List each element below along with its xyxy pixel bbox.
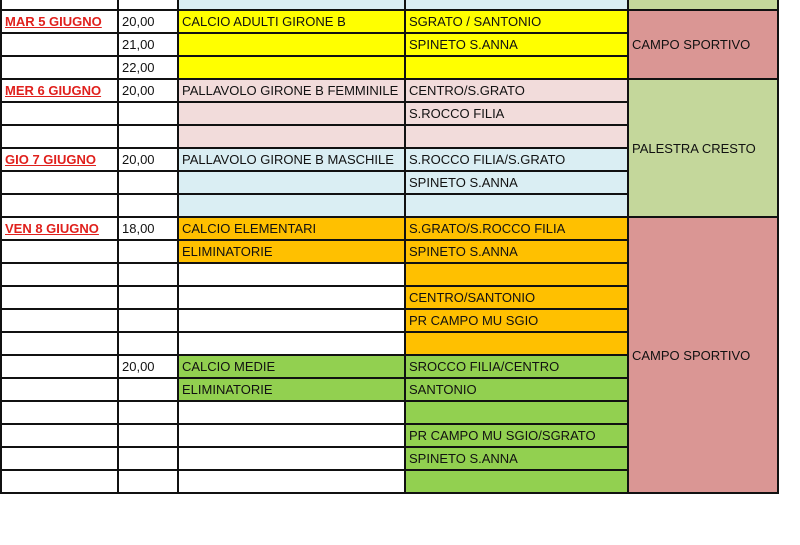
event-cell[interactable]: [178, 102, 405, 125]
time-cell[interactable]: 22,00: [118, 56, 178, 79]
teams-cell[interactable]: SPINETO S.ANNA: [405, 33, 628, 56]
event-cell[interactable]: [178, 470, 405, 493]
event-cell[interactable]: [178, 56, 405, 79]
event-cell[interactable]: CALCIO ADULTI GIRONE B: [178, 10, 405, 33]
date-cell[interactable]: [1, 355, 118, 378]
date-cell[interactable]: [1, 240, 118, 263]
time-cell[interactable]: [118, 286, 178, 309]
teams-cell[interactable]: [405, 263, 628, 286]
event-cell[interactable]: [178, 125, 405, 148]
time-cell[interactable]: [118, 447, 178, 470]
date-cell[interactable]: [1, 401, 118, 424]
time-cell[interactable]: [118, 171, 178, 194]
event-cell[interactable]: ELIMINATORIE: [178, 378, 405, 401]
date-cell[interactable]: [1, 447, 118, 470]
time-cell[interactable]: [118, 194, 178, 217]
date-cell[interactable]: [1, 33, 118, 56]
time-cell[interactable]: 18,00: [118, 217, 178, 240]
time-cell[interactable]: [118, 125, 178, 148]
time-cell[interactable]: [118, 309, 178, 332]
teams-cell[interactable]: [405, 401, 628, 424]
teams-cell[interactable]: SPINETO S.ANNA: [405, 240, 628, 263]
table-row: [1, 10, 778, 33]
date-cell[interactable]: MER 6 GIUGNO: [1, 79, 118, 102]
location-cell[interactable]: [628, 0, 778, 10]
date-cell[interactable]: [1, 286, 118, 309]
time-cell[interactable]: 20,00: [118, 79, 178, 102]
date-cell[interactable]: [1, 309, 118, 332]
time-cell[interactable]: 20,00: [118, 10, 178, 33]
teams-cell[interactable]: [405, 332, 628, 355]
teams-cell[interactable]: SGRATO / SANTONIO: [405, 10, 628, 33]
date-cell[interactable]: [1, 102, 118, 125]
location-cell[interactable]: CAMPO SPORTIVO: [628, 10, 778, 79]
event-cell[interactable]: CALCIO MEDIE: [178, 355, 405, 378]
event-cell[interactable]: [178, 263, 405, 286]
teams-cell[interactable]: S.ROCCO FILIA/S.GRATO: [405, 148, 628, 171]
date-cell[interactable]: MAR 5 GIUGNO: [1, 10, 118, 33]
event-cell[interactable]: [178, 424, 405, 447]
event-cell[interactable]: [178, 194, 405, 217]
time-cell[interactable]: [118, 401, 178, 424]
date-cell[interactable]: VEN 8 GIUGNO: [1, 217, 118, 240]
event-cell[interactable]: ELIMINATORIE: [178, 240, 405, 263]
teams-cell[interactable]: PR CAMPO MU SGIO/SGRATO: [405, 424, 628, 447]
event-cell[interactable]: [178, 309, 405, 332]
date-cell[interactable]: [1, 263, 118, 286]
time-cell[interactable]: [118, 102, 178, 125]
date-cell[interactable]: [1, 194, 118, 217]
date-cell[interactable]: [1, 171, 118, 194]
event-cell[interactable]: [178, 0, 405, 10]
event-cell[interactable]: PALLAVOLO GIRONE B MASCHILE: [178, 148, 405, 171]
date-cell[interactable]: GIO 7 GIUGNO: [1, 148, 118, 171]
teams-cell[interactable]: S.ROCCO FILIA: [405, 102, 628, 125]
teams-cell[interactable]: S.GRATO/S.ROCCO FILIA: [405, 217, 628, 240]
date-cell[interactable]: [1, 378, 118, 401]
teams-cell[interactable]: [405, 194, 628, 217]
date-cell[interactable]: [1, 470, 118, 493]
time-cell[interactable]: [118, 263, 178, 286]
teams-cell[interactable]: CENTRO/S.GRATO: [405, 79, 628, 102]
table-row: [1, 217, 778, 240]
teams-cell[interactable]: PR CAMPO MU SGIO: [405, 309, 628, 332]
teams-cell[interactable]: [405, 470, 628, 493]
teams-cell[interactable]: CENTRO/SANTONIO: [405, 286, 628, 309]
event-cell[interactable]: [178, 33, 405, 56]
event-cell[interactable]: [178, 171, 405, 194]
time-cell[interactable]: 20,00: [118, 148, 178, 171]
event-cell[interactable]: [178, 332, 405, 355]
date-cell[interactable]: [1, 56, 118, 79]
table-row: [1, 0, 778, 10]
event-cell[interactable]: [178, 447, 405, 470]
event-cell[interactable]: [178, 286, 405, 309]
table-row: [1, 79, 778, 102]
teams-cell[interactable]: [405, 125, 628, 148]
teams-cell[interactable]: SANTONIO: [405, 378, 628, 401]
time-cell[interactable]: 21,00: [118, 33, 178, 56]
date-cell[interactable]: [1, 125, 118, 148]
time-cell[interactable]: 20,00: [118, 355, 178, 378]
teams-cell[interactable]: SROCCO FILIA/CENTRO: [405, 355, 628, 378]
time-cell[interactable]: [118, 424, 178, 447]
date-cell[interactable]: [1, 424, 118, 447]
event-cell[interactable]: CALCIO ELEMENTARI: [178, 217, 405, 240]
time-cell[interactable]: [118, 470, 178, 493]
teams-cell[interactable]: [405, 56, 628, 79]
location-cell[interactable]: CAMPO SPORTIVO: [628, 217, 778, 493]
date-cell[interactable]: [1, 332, 118, 355]
time-cell[interactable]: [118, 240, 178, 263]
schedule-body: [1, 0, 778, 493]
event-cell[interactable]: PALLAVOLO GIRONE B FEMMINILE: [178, 79, 405, 102]
time-cell[interactable]: [118, 332, 178, 355]
date-cell[interactable]: [1, 0, 118, 10]
teams-cell[interactable]: SPINETO S.ANNA: [405, 171, 628, 194]
event-cell[interactable]: [178, 401, 405, 424]
time-cell[interactable]: [118, 378, 178, 401]
location-cell[interactable]: PALESTRA CRESTO: [628, 79, 778, 217]
teams-cell[interactable]: [405, 0, 628, 10]
time-cell[interactable]: [118, 0, 178, 10]
teams-cell[interactable]: SPINETO S.ANNA: [405, 447, 628, 470]
